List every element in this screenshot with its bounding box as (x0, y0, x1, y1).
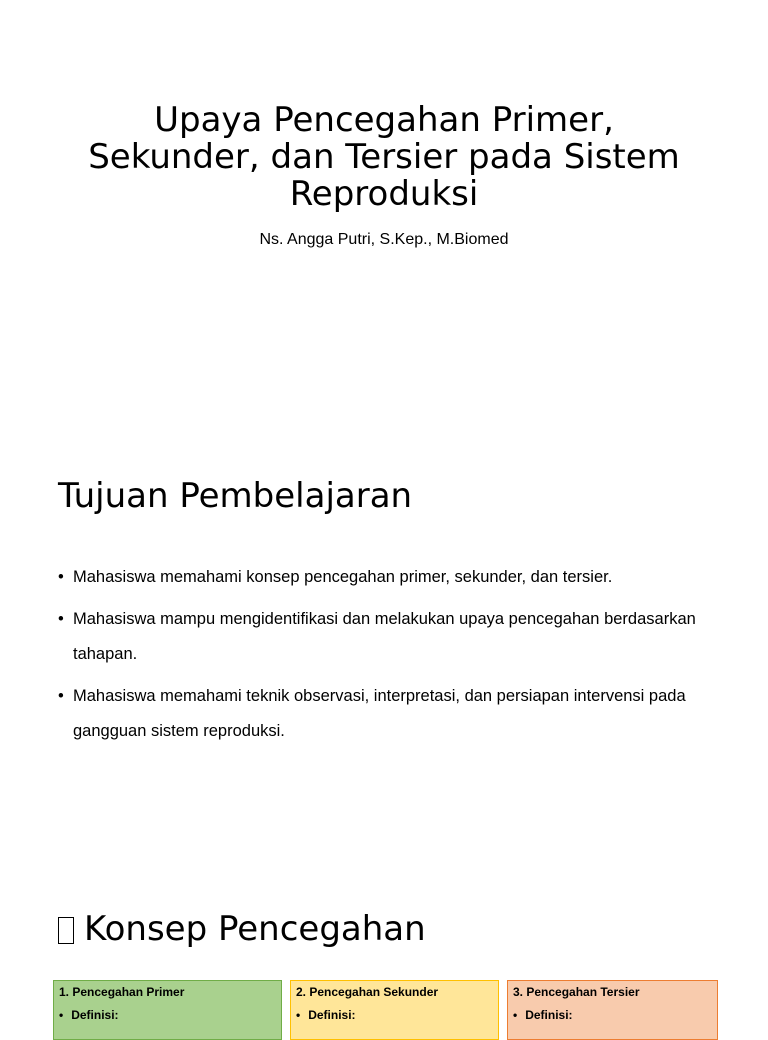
objective-text: Mahasiswa memahami teknik observasi, interpretasi, dan persiapan intervensi pada gangguan sistem reproduksi. (73, 687, 686, 740)
definition-label: Definisi: (71, 1008, 119, 1022)
concept-title (58, 909, 426, 949)
bullet-icon: • (58, 687, 64, 705)
prevention-cards (53, 980, 718, 1040)
definition-row (513, 1007, 712, 1024)
bullet-icon: • (58, 568, 64, 586)
definition-row (296, 1007, 493, 1024)
bullet-icon: • (59, 1008, 64, 1022)
bullet-icon: • (58, 610, 64, 628)
missing-glyph-box-icon (58, 917, 74, 944)
definition-label: Definisi: (308, 1008, 356, 1022)
presentation-title: Upaya Pencegahan Primer, Sekunder, dan Tersier pada Sistem Reproduksi (88, 100, 680, 214)
card-heading: 3. Pencegahan Tersier (513, 985, 640, 999)
objective-text: Mahasiswa mampu mengidentifikasi dan melakukan upaya pencegahan berdasarkan tahapan. (73, 610, 696, 663)
bullet-icon: • (296, 1008, 301, 1022)
bullet-icon: • (513, 1008, 518, 1022)
card-heading: 2. Pencegahan Sekunder (296, 985, 439, 999)
card-tertiary-prevention (507, 980, 718, 1040)
objective-text: Mahasiswa memahami konsep pencegahan primer, sekunder, dan tersier. (73, 568, 613, 586)
card-secondary-prevention (290, 980, 499, 1040)
objectives-title: Tujuan Pembelajaran (58, 476, 413, 516)
author-name: Ns. Angga Putri, S.Kep., M.Biomed (259, 231, 509, 248)
definition-row (59, 1007, 276, 1024)
concept-title-text: Konsep Pencegahan (84, 909, 426, 949)
card-primary-prevention (53, 980, 282, 1040)
card-heading: 1. Pencegahan Primer (59, 985, 185, 999)
definition-label: Definisi: (525, 1008, 573, 1022)
